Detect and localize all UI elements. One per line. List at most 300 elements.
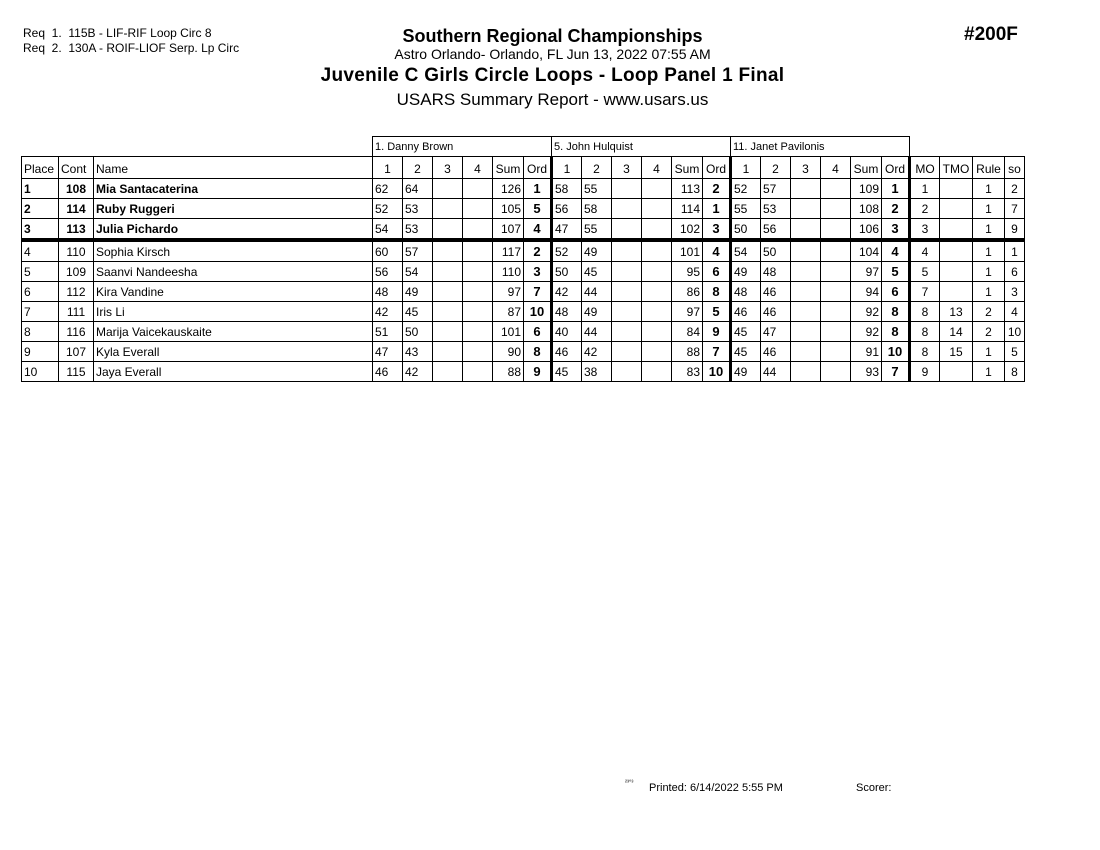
mo-cell: 1 [910, 179, 940, 199]
col-j1-sum: Sum [493, 157, 524, 179]
judge-1-score-3 [433, 342, 463, 362]
judge-2-sum: 102 [672, 219, 703, 241]
col-j2-sum: Sum [672, 157, 703, 179]
judge-1-sum: 117 [493, 240, 524, 262]
place-cell: 6 [22, 282, 59, 302]
judge-2-score-2: 38 [582, 362, 612, 382]
so-cell: 1 [1005, 240, 1025, 262]
so-cell: 10 [1005, 322, 1025, 342]
col-j2-2: 2 [582, 157, 612, 179]
judge-1-score-4 [463, 219, 493, 241]
table-row [22, 322, 1025, 342]
tmo-cell: 13 [940, 302, 973, 322]
judge-3-score-2: 46 [761, 302, 791, 322]
place-cell: 3 [22, 219, 59, 241]
col-j1-1: 1 [373, 157, 403, 179]
so-cell: 9 [1005, 219, 1025, 241]
col-j3-4: 4 [821, 157, 851, 179]
judge-2-ordinal: 4 [703, 240, 731, 262]
report-title: USARS Summary Report - www.usars.us [396, 90, 709, 109]
judge-3-score-4 [821, 199, 851, 219]
judge-3-score-1: 45 [731, 342, 761, 362]
contestant-number-cell: 111 [59, 302, 94, 322]
col-j3-ord: Ord [882, 157, 910, 179]
judge-3-score-2: 50 [761, 240, 791, 262]
judge-3-score-1: 54 [731, 240, 761, 262]
mo-cell: 5 [910, 262, 940, 282]
judge-1-score-3 [433, 262, 463, 282]
judge-1-score-3 [433, 302, 463, 322]
col-place: Place [22, 157, 59, 179]
judge-2-score-3 [612, 342, 642, 362]
judge-1-score-1: 62 [373, 179, 403, 199]
judge-1-name: 1. Danny Brown [373, 137, 552, 157]
judge-1-ordinal: 7 [524, 282, 552, 302]
judge-2-score-4 [642, 199, 672, 219]
col-j2-3: 3 [612, 157, 642, 179]
judge-3-score-1: 55 [731, 199, 761, 219]
judge-3-ordinal: 2 [882, 199, 910, 219]
judge-3-sum: 92 [851, 322, 882, 342]
table-row [22, 240, 1025, 262]
judge-2-ordinal: 2 [703, 179, 731, 199]
tmo-cell [940, 282, 973, 302]
col-j1-4: 4 [463, 157, 493, 179]
scorer-label: Scorer: [856, 782, 892, 794]
col-tmo: TMO [940, 157, 973, 179]
judge-1-score-3 [433, 282, 463, 302]
col-mo: MO [910, 157, 940, 179]
judge-1-sum: 105 [493, 199, 524, 219]
judge-2-ordinal: 1 [703, 199, 731, 219]
judge-1-ordinal: 10 [524, 302, 552, 322]
skater-name-cell: Kyla Everall [94, 342, 373, 362]
venue-date: Astro Orlando- Orlando, FL Jun 13, 2022 07:55 AM [394, 46, 711, 62]
rule-cell: 2 [973, 302, 1005, 322]
judge-1-score-1: 42 [373, 302, 403, 322]
judge-2-sum: 84 [672, 322, 703, 342]
judge-2-score-3 [612, 240, 642, 262]
judge-2-sum: 88 [672, 342, 703, 362]
judge-3-score-2: 47 [761, 322, 791, 342]
requirement-1: Req 1. 115B - LIF-RIF Loop Circ 8 [23, 26, 212, 40]
col-j2-1: 1 [552, 157, 582, 179]
table-row [22, 199, 1025, 219]
judge-2-score-2: 44 [582, 282, 612, 302]
table-row [22, 342, 1025, 362]
table-row [22, 362, 1025, 382]
judge-1-score-4 [463, 302, 493, 322]
judge-2-score-2: 49 [582, 302, 612, 322]
judge-3-score-2: 48 [761, 262, 791, 282]
judge-1-sum: 110 [493, 262, 524, 282]
judge-2-ordinal: 3 [703, 219, 731, 241]
judge-3-score-4 [821, 282, 851, 302]
judge-1-score-4 [463, 179, 493, 199]
mo-cell: 2 [910, 199, 940, 219]
mo-cell: 8 [910, 322, 940, 342]
judge-2-sum: 114 [672, 199, 703, 219]
place-cell: 1 [22, 179, 59, 199]
judge-1-score-4 [463, 322, 493, 342]
rule-cell: 1 [973, 362, 1005, 382]
judge-3-sum: 93 [851, 362, 882, 382]
judge-3-score-3 [791, 342, 821, 362]
judge-3-score-1: 52 [731, 179, 761, 199]
judge-2-score-1: 48 [552, 302, 582, 322]
tmo-cell [940, 262, 973, 282]
printer-mark: ²³°³ [625, 780, 634, 786]
contestant-number-cell: 110 [59, 240, 94, 262]
col-j3-2: 2 [761, 157, 791, 179]
judge-3-ordinal: 4 [882, 240, 910, 262]
col-j3-1: 1 [731, 157, 761, 179]
judge-2-score-2: 58 [582, 199, 612, 219]
column-header-row [22, 157, 1025, 179]
judge-3-score-2: 53 [761, 199, 791, 219]
judge-3-score-4 [821, 322, 851, 342]
mo-cell: 8 [910, 342, 940, 362]
judge-2-score-2: 45 [582, 262, 612, 282]
table-row [22, 179, 1025, 199]
judge-2-score-1: 50 [552, 262, 582, 282]
tmo-cell [940, 179, 973, 199]
judge-1-score-2: 64 [403, 179, 433, 199]
contestant-number-cell: 116 [59, 322, 94, 342]
contestant-number-cell: 112 [59, 282, 94, 302]
place-cell: 2 [22, 199, 59, 219]
judge-3-score-2: 56 [761, 219, 791, 241]
judge-3-score-2: 44 [761, 362, 791, 382]
judge-2-score-3 [612, 262, 642, 282]
event-name: Juvenile C Girls Circle Loops - Loop Panel 1 Final [320, 65, 785, 86]
judge-2-score-1: 47 [552, 219, 582, 241]
judge-3-score-4 [821, 219, 851, 241]
col-j2-ord: Ord [703, 157, 731, 179]
judge-2-score-2: 55 [582, 179, 612, 199]
judge-1-ordinal: 6 [524, 322, 552, 342]
judge-1-score-4 [463, 342, 493, 362]
judge-1-sum: 107 [493, 219, 524, 241]
skater-name-cell: Ruby Ruggeri [94, 199, 373, 219]
judge-2-sum: 83 [672, 362, 703, 382]
judge-1-score-2: 53 [403, 219, 433, 241]
mo-cell: 4 [910, 240, 940, 262]
judge-1-sum: 88 [493, 362, 524, 382]
table-row [22, 219, 1025, 241]
mo-cell: 9 [910, 362, 940, 382]
judge-3-sum: 92 [851, 302, 882, 322]
judge-2-score-3 [612, 179, 642, 199]
tmo-cell: 15 [940, 342, 973, 362]
judge-2-score-4 [642, 302, 672, 322]
judge-2-score-3 [612, 199, 642, 219]
skater-name-cell: Saanvi Nandeesha [94, 262, 373, 282]
judge-2-score-1: 46 [552, 342, 582, 362]
col-j3-sum: Sum [851, 157, 882, 179]
table-row [22, 282, 1025, 302]
tmo-cell: 14 [940, 322, 973, 342]
tmo-cell [940, 362, 973, 382]
col-cont: Cont [59, 157, 94, 179]
judge-3-ordinal: 8 [882, 302, 910, 322]
judge-2-ordinal: 8 [703, 282, 731, 302]
judge-1-ordinal: 3 [524, 262, 552, 282]
judge-3-score-3 [791, 240, 821, 262]
judge-1-score-3 [433, 179, 463, 199]
judge-3-sum: 97 [851, 262, 882, 282]
judge-3-score-1: 49 [731, 262, 761, 282]
so-cell: 8 [1005, 362, 1025, 382]
judge-1-ordinal: 1 [524, 179, 552, 199]
col-so: so [1005, 157, 1025, 179]
col-j1-3: 3 [433, 157, 463, 179]
judge-3-score-4 [821, 302, 851, 322]
judge-1-ordinal: 8 [524, 342, 552, 362]
judge-1-score-1: 60 [373, 240, 403, 262]
judge-3-score-3 [791, 362, 821, 382]
place-cell: 4 [22, 240, 59, 262]
judge-3-score-3 [791, 302, 821, 322]
judge-2-score-4 [642, 262, 672, 282]
judge-1-sum: 101 [493, 322, 524, 342]
judge-1-score-1: 52 [373, 199, 403, 219]
judge-2-sum: 101 [672, 240, 703, 262]
judge-2-score-1: 45 [552, 362, 582, 382]
judge-1-score-2: 54 [403, 262, 433, 282]
judge-3-score-3 [791, 199, 821, 219]
judge-1-score-2: 57 [403, 240, 433, 262]
skater-name-cell: Kira Vandine [94, 282, 373, 302]
judge-3-score-1: 46 [731, 302, 761, 322]
judge-1-ordinal: 5 [524, 199, 552, 219]
place-cell: 7 [22, 302, 59, 322]
judge-2-score-1: 40 [552, 322, 582, 342]
rule-cell: 1 [973, 342, 1005, 362]
judge-3-ordinal: 10 [882, 342, 910, 362]
judge-3-score-4 [821, 262, 851, 282]
tmo-cell [940, 219, 973, 241]
rule-cell: 1 [973, 262, 1005, 282]
place-cell: 8 [22, 322, 59, 342]
judge-header-row [22, 137, 1025, 157]
judge-3-score-4 [821, 362, 851, 382]
judge-3-sum: 104 [851, 240, 882, 262]
judge-3-score-4 [821, 342, 851, 362]
judge-1-score-1: 46 [373, 362, 403, 382]
judge-3-sum: 91 [851, 342, 882, 362]
so-cell: 5 [1005, 342, 1025, 362]
judge-3-ordinal: 3 [882, 219, 910, 241]
judge-2-score-1: 52 [552, 240, 582, 262]
skater-name-cell: Marija Vaicekauskaite [94, 322, 373, 342]
judge-3-sum: 109 [851, 179, 882, 199]
skater-name-cell: Sophia Kirsch [94, 240, 373, 262]
tmo-cell [940, 199, 973, 219]
judge-1-score-1: 54 [373, 219, 403, 241]
judge-2-name: 5. John Hulquist [552, 137, 731, 157]
judge-1-score-1: 56 [373, 262, 403, 282]
judge-2-ordinal: 6 [703, 262, 731, 282]
judge-1-sum: 126 [493, 179, 524, 199]
judge-2-score-4 [642, 362, 672, 382]
so-cell: 7 [1005, 199, 1025, 219]
col-j1-ord: Ord [524, 157, 552, 179]
table-row [22, 302, 1025, 322]
judge-1-sum: 90 [493, 342, 524, 362]
judge-3-score-1: 50 [731, 219, 761, 241]
judge-2-score-4 [642, 342, 672, 362]
rule-cell: 2 [973, 322, 1005, 342]
judge-1-score-3 [433, 219, 463, 241]
judge-2-score-4 [642, 322, 672, 342]
judge-3-score-3 [791, 322, 821, 342]
judge-3-name: 11. Janet Pavilonis [731, 137, 910, 157]
judge-2-score-1: 58 [552, 179, 582, 199]
judge-2-score-4 [642, 282, 672, 302]
rule-cell: 1 [973, 240, 1005, 262]
judge-2-score-1: 56 [552, 199, 582, 219]
place-cell: 10 [22, 362, 59, 382]
judge-2-sum: 113 [672, 179, 703, 199]
judge-1-score-4 [463, 240, 493, 262]
judge-3-ordinal: 7 [882, 362, 910, 382]
judge-2-score-3 [612, 362, 642, 382]
judge-2-score-2: 44 [582, 322, 612, 342]
judge-1-score-2: 45 [403, 302, 433, 322]
judge-2-sum: 97 [672, 302, 703, 322]
judge-1-score-2: 43 [403, 342, 433, 362]
rule-cell: 1 [973, 199, 1005, 219]
judge-2-score-4 [642, 179, 672, 199]
judge-3-sum: 94 [851, 282, 882, 302]
so-cell: 4 [1005, 302, 1025, 322]
judge-3-score-4 [821, 240, 851, 262]
contestant-number-cell: 107 [59, 342, 94, 362]
judge-1-score-1: 48 [373, 282, 403, 302]
col-j2-4: 4 [642, 157, 672, 179]
judge-3-score-3 [791, 262, 821, 282]
judge-2-score-4 [642, 219, 672, 241]
rule-cell: 1 [973, 179, 1005, 199]
judge-1-score-3 [433, 199, 463, 219]
contestant-number-cell: 114 [59, 199, 94, 219]
judge-1-score-4 [463, 262, 493, 282]
judge-1-sum: 87 [493, 302, 524, 322]
judge-1-score-4 [463, 362, 493, 382]
judge-2-score-2: 55 [582, 219, 612, 241]
results-body [22, 179, 1025, 382]
judge-2-score-1: 42 [552, 282, 582, 302]
judge-3-score-1: 49 [731, 362, 761, 382]
skater-name-cell: Iris Li [94, 302, 373, 322]
requirement-2: Req 2. 130A - ROIF-LIOF Serp. Lp Circ [23, 41, 240, 55]
col-name: Name [94, 157, 373, 179]
judge-3-sum: 106 [851, 219, 882, 241]
rule-cell: 1 [973, 219, 1005, 241]
judge-2-sum: 95 [672, 262, 703, 282]
so-cell: 2 [1005, 179, 1025, 199]
skater-name-cell: Julia Pichardo [94, 219, 373, 241]
judge-1-score-3 [433, 322, 463, 342]
so-cell: 6 [1005, 262, 1025, 282]
judge-3-score-2: 46 [761, 282, 791, 302]
contestant-number-cell: 113 [59, 219, 94, 241]
place-cell: 5 [22, 262, 59, 282]
judge-3-score-4 [821, 179, 851, 199]
printed-timestamp: Printed: 6/14/2022 5:55 PM [649, 782, 783, 794]
judge-2-ordinal: 10 [703, 362, 731, 382]
col-j1-2: 2 [403, 157, 433, 179]
judge-1-score-2: 49 [403, 282, 433, 302]
judge-3-score-3 [791, 219, 821, 241]
col-rule: Rule [973, 157, 1005, 179]
contestant-number-cell: 109 [59, 262, 94, 282]
judge-3-sum: 108 [851, 199, 882, 219]
judge-2-ordinal: 9 [703, 322, 731, 342]
judge-2-score-3 [612, 282, 642, 302]
judge-3-ordinal: 6 [882, 282, 910, 302]
mo-cell: 8 [910, 302, 940, 322]
judge-2-ordinal: 5 [703, 302, 731, 322]
tmo-cell [940, 240, 973, 262]
judge-3-score-3 [791, 282, 821, 302]
judge-3-ordinal: 1 [882, 179, 910, 199]
judge-1-score-1: 47 [373, 342, 403, 362]
judge-3-ordinal: 5 [882, 262, 910, 282]
results-table [21, 136, 1025, 382]
judge-1-ordinal: 9 [524, 362, 552, 382]
judge-1-score-3 [433, 362, 463, 382]
judge-2-score-4 [642, 240, 672, 262]
judge-1-score-2: 50 [403, 322, 433, 342]
skater-name-cell: Jaya Everall [94, 362, 373, 382]
judge-1-score-4 [463, 282, 493, 302]
so-cell: 3 [1005, 282, 1025, 302]
judge-1-score-1: 51 [373, 322, 403, 342]
judge-3-score-3 [791, 179, 821, 199]
judge-3-score-2: 46 [761, 342, 791, 362]
rule-cell: 1 [973, 282, 1005, 302]
judge-1-score-3 [433, 240, 463, 262]
contestant-number-cell: 115 [59, 362, 94, 382]
judge-2-score-3 [612, 322, 642, 342]
col-j3-3: 3 [791, 157, 821, 179]
championship-title: Southern Regional Championships [402, 26, 703, 46]
judge-3-score-1: 45 [731, 322, 761, 342]
contestant-number-cell: 108 [59, 179, 94, 199]
event-number: #200F [964, 24, 1018, 45]
judge-1-sum: 97 [493, 282, 524, 302]
judge-2-score-3 [612, 302, 642, 322]
skater-name-cell: Mia Santacaterina [94, 179, 373, 199]
judge-3-ordinal: 8 [882, 322, 910, 342]
judge-2-sum: 86 [672, 282, 703, 302]
table-row [22, 262, 1025, 282]
judge-2-score-3 [612, 219, 642, 241]
mo-cell: 7 [910, 282, 940, 302]
place-cell: 9 [22, 342, 59, 362]
judge-2-ordinal: 7 [703, 342, 731, 362]
judge-1-score-2: 53 [403, 199, 433, 219]
judge-1-score-2: 42 [403, 362, 433, 382]
mo-cell: 3 [910, 219, 940, 241]
judge-1-ordinal: 4 [524, 219, 552, 241]
judge-2-score-2: 49 [582, 240, 612, 262]
judge-3-score-1: 48 [731, 282, 761, 302]
judge-1-score-4 [463, 199, 493, 219]
judge-2-score-2: 42 [582, 342, 612, 362]
